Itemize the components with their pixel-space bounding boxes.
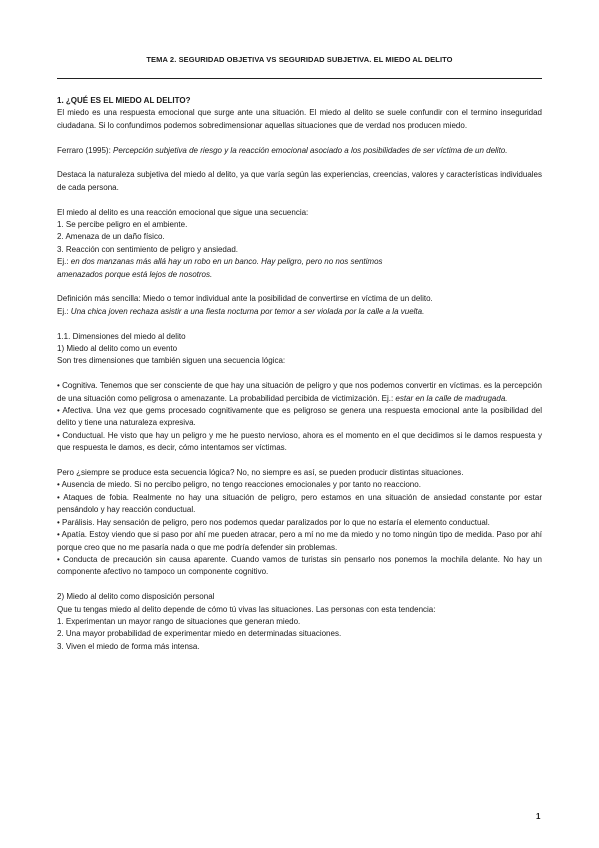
paragraph: Pero ¿siempre se produce esta secuencia lógica? No, no siempre es así, se pueden producir distintas situaciones. <box>57 468 464 478</box>
subsection-subheading: 1) Miedo al delito como un evento <box>57 344 178 354</box>
bullet-cognitiva: • Cognitiva. Tenemos que ser consciente de que hay una situación de peligro y que nos podemos convertir en víctimas. es la percepción de una situación como peligrosa o amenazante. La probabilidad percibida de victimización. Ej.: estar en la calle de madrugada. <box>57 381 542 403</box>
citation-author: Ferraro (1995): <box>57 145 114 155</box>
citation-text: Percepción subjetiva de riesgo y la reacción emocional asociado a los posibilidades de ser víctima de un delito. <box>113 145 508 155</box>
paragraph: Son tres dimensiones que también siguen una secuencia lógica: <box>57 356 286 366</box>
citation-paragraph <box>57 145 542 157</box>
section-heading: 1. ¿QUÉ ES EL MIEDO AL DELITO? <box>57 96 191 105</box>
page-number: 1 <box>536 812 541 821</box>
title-underline <box>57 78 542 79</box>
subsection-subheading: 2) Miedo al delito como disposición personal <box>57 592 215 602</box>
subsection-heading: 1.1. Dimensiones del miedo al delito <box>57 331 186 341</box>
list-item: 2. Una mayor probabilidad de experimentar miedo en determinadas situaciones. <box>57 629 342 639</box>
document-body <box>57 95 542 653</box>
example-line <box>57 306 542 318</box>
example-line <box>57 256 542 268</box>
list-item: 3. Viven el miedo de forma más intensa. <box>57 641 200 651</box>
bullet-item: • Conducta de precaución sin causa aparente. Cuando vamos de turistas sin pensarlo nos ponemos la mochila delante. No hay un componente afectivo no tampoco un componente cognitivo. <box>57 554 542 577</box>
document-title: TEMA 2. SEGURIDAD OBJETIVA VS SEGURIDAD SUBJETIVA. EL MIEDO AL DELITO <box>146 55 453 64</box>
bullet-item: • Ausencia de miedo. Si no percibo peligro, no tengo reacciones emocionales y por tanto no reacciono. <box>57 480 421 490</box>
example-line: amenazados porque está lejos de nosotros. <box>57 269 213 279</box>
bullet-item: • Apatía. Estoy viendo que si paso por ahí me pueden atracar, pero a mí no me da miedo y no tomo ningún tipo de medida. Paso por ahí porque creo que no me pasaría nada o que me podría defender sin problemas. <box>57 530 542 552</box>
definition: Definición más sencilla: Miedo o temor individual ante la posibilidad de convertirse en víctima de un delito. <box>57 294 433 304</box>
example-text: Una chica joven rechaza asistir a una fiesta nocturna por temor a ser violada por la calle a la vuelta. <box>68 306 425 316</box>
bullet-item: • Ataques de fobia. Realmente no hay una situación de peligro, pero estamos en una situación de ansiedad constante por estar pensándolo y hay reacción conductual. <box>57 492 542 515</box>
list-item: 1. Se percibe peligro en el ambiente. <box>57 220 188 230</box>
list-item: 3. Reacción con sentimiento de peligro y ansiedad. <box>57 244 238 254</box>
paragraph: Que tu tengas miedo al delito depende de cómo tú vivas las situaciones. Las personas con esta tendencia: <box>57 604 436 614</box>
bullet-conductual: • Conductual. He visto que hay un peligro y me he puesto nervioso, ahora es el momento en el que decidimos si le damos respuesta y que respuesta le damos, es decir, cómo intentamos ser víctimas. <box>57 430 542 453</box>
bullet-afectiva: • Afectiva. Una vez que gems procesado cognitivamente que es peligroso se genera una respuesta emocional ante la posibilidad del delito y tiene una naturaleza expresiva. <box>57 406 542 428</box>
example-label: Ej.: <box>57 257 69 267</box>
paragraph: El miedo es una respuesta emocional que surge ante una situación. El miedo al delito se suele confundir con el termino inseguridad ciudadana. Si lo confundimos podemos sobredimensionar aquellas situaciones que de verdad nos producen miedo. <box>57 108 542 130</box>
example-text: en dos manzanas más allá hay un robo en un banco. Hay peligro, pero no nos sentimos <box>68 257 383 267</box>
list-item: 2. Amenaza de un daño físico. <box>57 232 165 242</box>
bullet-item: • Parálisis. Hay sensación de peligro, pero nos podemos quedar paralizados por lo que no estaría el elemento conductual. <box>57 517 490 527</box>
example-label: Ej.: <box>57 306 69 316</box>
list-item: 1. Experimentan un mayor rango de situaciones que generan miedo. <box>57 616 301 626</box>
paragraph: El miedo al delito es una reacción emocional que sigue una secuencia: <box>57 207 309 217</box>
paragraph: Destaca la naturaleza subjetiva del miedo al delito, ya que varía según las experiencias, creencias, valores y características individuales de cada persona. <box>57 170 542 192</box>
